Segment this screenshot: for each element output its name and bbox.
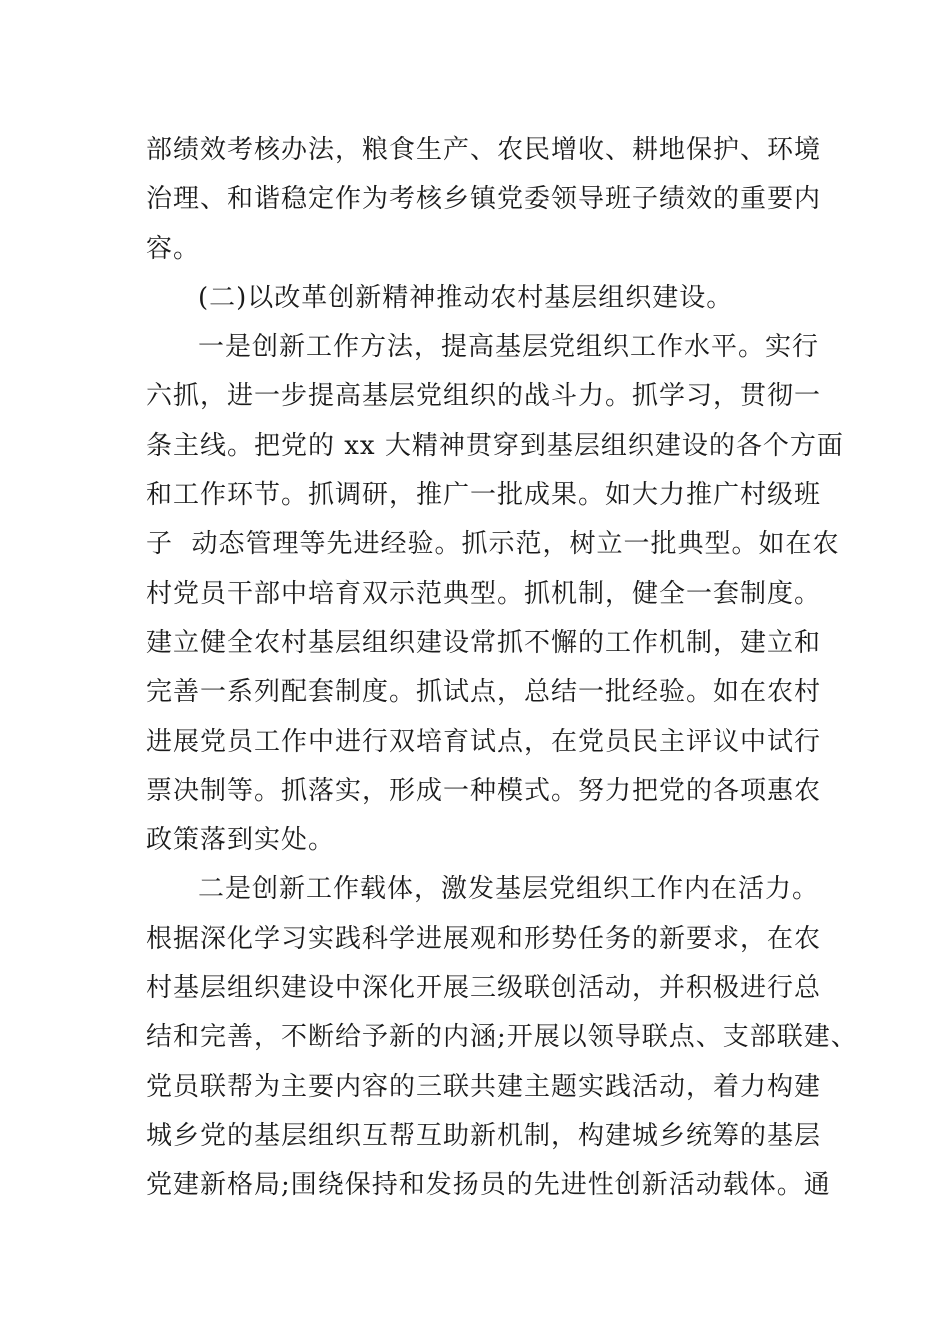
- text-line: 进展党员工作中进行双培育试点，在党员民主评议中试行: [146, 726, 822, 757]
- text-line: 部绩效考核办法，粮食生产、农民增收、耕地保护、环境: [146, 135, 822, 165]
- text-line: 二是创新工作载体，激发基层党组织工作内在活力。: [198, 874, 820, 905]
- text-line: 治理、和谐稳定作为考核乡镇党委领导班子绩效的重要内: [146, 184, 822, 215]
- text-line: (二)以改革创新精神推动农村基层组织建设。: [198, 282, 734, 313]
- text-line: 结和完善，不断给予新的内涵;开展以领导联点、支部联建、: [146, 1022, 858, 1053]
- text-line: 六抓，进一步提高基层党组织的战斗力。抓学习，贯彻一: [146, 381, 822, 412]
- text-line: 完善一系列配套制度。抓试点，总结一批经验。如在农村: [146, 677, 822, 708]
- text-line: 党员联帮为主要内容的三联共建主题实践活动，着力构建: [146, 1071, 822, 1102]
- text-line: 政策落到实处。: [146, 825, 336, 856]
- text-line: 城乡党的基层组织互帮互助新机制，构建城乡统筹的基层: [146, 1120, 822, 1151]
- text-line: 村基层组织建设中深化开展三级联创活动，并积极进行总: [146, 973, 822, 1004]
- text-line: 党建新格局;围绕保持和发扬员的先进性创新活动载体。通: [146, 1170, 831, 1201]
- text-line: 和工作环节。抓调研，推广一批成果。如大力推广村级班: [146, 480, 822, 511]
- text-line: 子 动态管理等先进经验。抓示范，树立一批典型。如在农: [146, 529, 840, 560]
- text-line: 根据深化学习实践科学进展观和形势任务的新要求，在农: [146, 923, 822, 954]
- text-line: 条主线。把党的 xx 大精神贯穿到基层组织建设的各个方面: [146, 430, 844, 461]
- text-line: 票决制等。抓落实，形成一种模式。努力把党的各项惠农: [146, 775, 822, 806]
- text-line: 村党员干部中培育双示范典型。抓机制，健全一套制度。: [146, 578, 822, 609]
- text-line: 容。: [146, 233, 201, 264]
- text-line: 一是创新工作方法，提高基层党组织工作水平。实行: [198, 332, 820, 363]
- document-body: [146, 126, 858, 1211]
- text-line: 建立健全农村基层组织建设常抓不懈的工作机制，建立和: [146, 627, 822, 658]
